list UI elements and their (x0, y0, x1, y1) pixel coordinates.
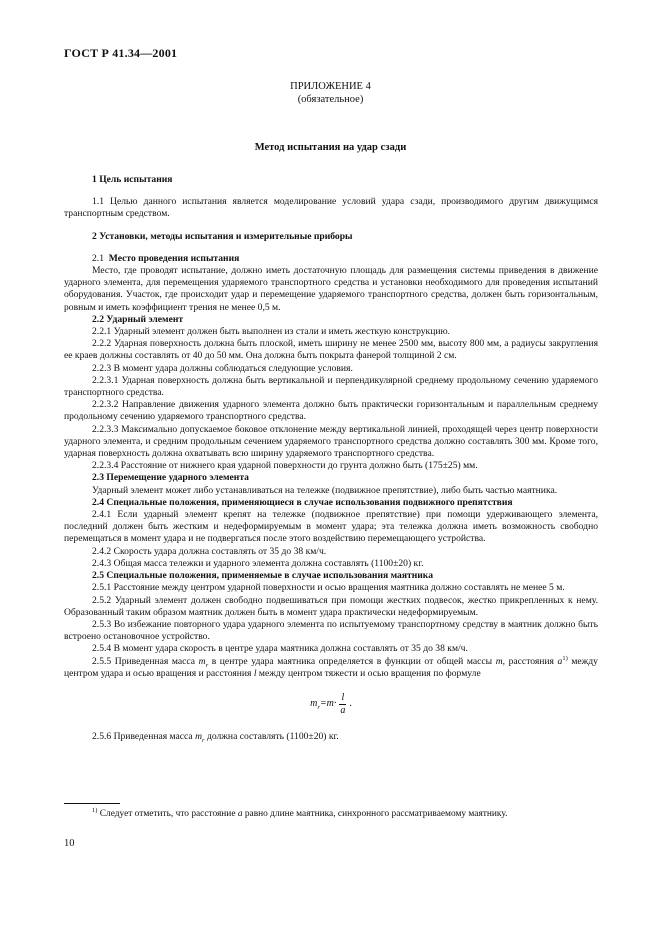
standard-code: ГОСТ Р 41.34—2001 (64, 46, 178, 60)
paragraph-2-4-1: 2.4.1 Если ударный элемент крепят на тележке (подвижное препятствие) при помощи удерживающего элемента, последний должен быть жестким и недеформируемым в момент удара; эта тележка должна иметь возможность свободно перемещаться в момент удара и не подвергаться после этого воздействию перемещающего устройства. (64, 509, 598, 545)
section-1-title: 1 Цель испытания (92, 174, 173, 185)
document-title: Метод испытания на удар сзади (254, 142, 407, 153)
footnote-divider (64, 803, 120, 804)
clause-number: 2.1 (92, 252, 104, 264)
clause-2-3-title: 2.3 Перемещение ударного элемента (92, 472, 249, 484)
clause-2-2-title: 2.2 Ударный элемент (92, 313, 184, 325)
formula-fraction: $\frac{l}{a}$ (340, 691, 346, 716)
paragraph-2-4-2: 2.4.2 Скорость удара должна составлять от 35 до 38 км/ч. (92, 545, 327, 557)
clause-2-5-title: 2.5 Специальные положения, применяемые в случае использования маятника (92, 570, 433, 582)
footnote-ref: 1) (562, 654, 568, 662)
paragraph-2-3: Ударный элемент может либо устанавливаться на тележке (подвижное препятствие), либо быть частью маятника. (92, 484, 558, 496)
paragraph-2-5-4: 2.5.4 В момент удара скорость в центре удара маятника должна составлять от 35 до 38 км/ч. (92, 643, 468, 655)
annex-status: (обязательное) (297, 94, 364, 105)
clause-title: Место проведения испытания (108, 252, 240, 264)
paragraph-2-1-heading (64, 253, 598, 265)
paragraph-2-2-3-1: 2.2.3.1 Ударная поверхность должна быть вертикальной и перпендикулярной среднему продольному сечению ударяемого транспортного средства. (64, 374, 598, 399)
annex-label: ПРИЛОЖЕНИЕ 4 (290, 81, 371, 92)
paragraph-2-2-3-4: 2.2.3.4 Расстояние от нижнего края ударной поверхности до грунта должно быть (175±25) мм. (92, 460, 478, 472)
paragraph-2-1: Место, где проводят испытание, должно иметь достаточную площадь для размещения системы приведения в движение ударного элемента, для перемещения ударяемого транспортного средства и установки необходимого для проведения испытаний оборудования. Участок, где происходит удар и перемещение ударяемого транспортного средства, должен быть горизонтальным, ровным и иметь коэффициент трения не менее 0,5 м. (64, 265, 598, 313)
clause-2-4-title: 2.4 Специальные положения, применяющиеся в случае использования подвижного препятствия (92, 496, 513, 508)
paragraph-2-2-3-3: 2.2.3.3 Максимально допускаемое боковое отклонение между вертикальной линией, проходящей через центр поверхности ударного элемента, и средним продольным сечением ударяемого транспортного средства должно составлять 300 мм. Кроме того, ударная поверхность должна охватывать всю ширину ударяемого транспортного средства. (64, 423, 598, 460)
annex-heading (0, 80, 661, 106)
reduced-mass-formula: $m_r$ = m · $\frac{l}{a}$ . (310, 691, 352, 716)
paragraph-2-5-2: 2.5.2 Ударный элемент должен свободно подвешиваться при помощи жестких подвесок, жестко прикрепленных к нему. Образованный таким образом маятник должен быть в момент удара практически недеформируемым. (64, 594, 598, 618)
footnote: $^{1)}$ Следует отметить, что расстояние a равно длине маятника, синхронного рассматриваемому маятнику. (92, 806, 508, 819)
paragraph-2-2-2: 2.2.2 Ударная поверхность должна быть плоской, иметь ширину не менее 2500 мм, высоту 800 мм, а радиусы закругления ее краев должны составлять от 40 до 50 мм. Она должна быть покрыта фанерой толщиной 2 см. (64, 338, 598, 362)
paragraph-2-5-6: 2.5.6 Приведенная масса $m_r$ должна составлять (1100±20) кг. (92, 730, 339, 744)
paragraph-2-2-3-2: 2.2.3.2 Направление движения ударного элемента должно быть практически горизонтальным и параллельным среднему продольному сечению ударяемого транспортного средства. (64, 399, 598, 423)
paragraph-2-5-3: 2.5.3 Во избежание повторного удара ударного элемента по испытуемому транспортному средству в маятник должно быть встроено остановочное устройство. (64, 618, 598, 643)
paragraph-2-2-1: 2.2.1 Ударный элемент должен быть выполнен из стали и иметь жесткую конструкцию. (92, 326, 451, 338)
paragraph-2-2-3: 2.2.3 В момент удара должны соблюдаться следующие условия. (92, 362, 353, 374)
paragraph-2-5-5: 2.5.5 Приведенная масса $m_r$ в центре удара маятника определяется в функции от общей массы m, расстояния $a^{1)}$ между центром удара и осью вращения и расстояния l между центром тяжести и осью вращения по формуле (64, 654, 598, 679)
paragraph-2-5-1: 2.5.1 Расстояние между центром ударной поверхности и осью вращения маятника должно составлять не менее 5 м. (92, 582, 565, 594)
page-number: 10 (64, 838, 75, 849)
document-body (64, 164, 598, 743)
paragraph-1-1: 1.1 Целью данного испытания является моделирование условий удара сзади, производимого другим движущимся транспортным средством. (64, 196, 598, 220)
section-2-title: 2 Установки, методы испытания и измерительные приборы (92, 230, 353, 242)
paragraph-2-4-3: 2.4.3 Общая масса тележки и ударного элемента должна составлять (1100±20) кг. (92, 557, 424, 569)
